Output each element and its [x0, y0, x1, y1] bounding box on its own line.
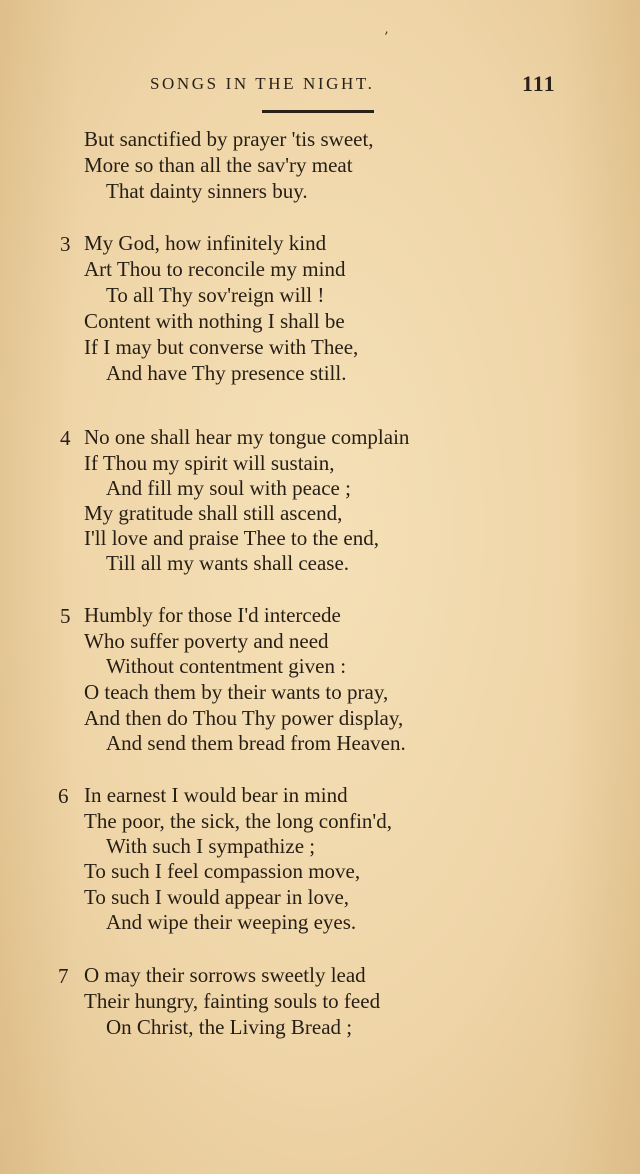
verse-line: To such I feel compassion move,	[84, 859, 361, 883]
verse-line: To such I would appear in love,	[84, 885, 350, 909]
verse-line: If I may but converse with Thee,	[84, 335, 359, 359]
verse-line: The poor, the sick, the long confin'd,	[84, 809, 392, 833]
stanza-number: 7	[58, 964, 69, 988]
verse-line: If Thou my spirit will sustain,	[84, 451, 335, 475]
page-number: 111	[522, 71, 556, 96]
verse-line: Who suffer poverty and need	[84, 629, 329, 653]
verse-line: On Christ, the Living Bread ;	[106, 1015, 353, 1039]
verse-line: Their hungry, fainting souls to feed	[84, 989, 381, 1013]
verse-line: Till all my wants shall cease.	[106, 551, 350, 575]
verse-line: And have Thy presence still.	[106, 361, 347, 385]
verse-line: My gratitude shall still ascend,	[84, 501, 343, 525]
stanza-number: 4	[60, 426, 71, 450]
verse-line: And send them bread from Heaven.	[106, 731, 406, 755]
running-head	[0, 70, 640, 100]
verse-line: O teach them by their wants to pray,	[84, 680, 389, 704]
verse-line: Humbly for those I'd intercede	[84, 603, 341, 627]
verse-line: With such I sympathize ;	[106, 834, 316, 858]
ink-speck: ’	[384, 30, 389, 46]
head-rule	[262, 110, 374, 113]
verse-line: And then do Thou Thy power display,	[84, 706, 404, 730]
running-title: SONGS IN THE NIGHT.	[150, 74, 375, 93]
verse-line: But sanctified by prayer 'tis sweet,	[84, 127, 374, 151]
verse-line: Without contentment given :	[106, 654, 347, 678]
verse-line: That dainty sinners buy.	[106, 179, 308, 203]
verse-line: Art Thou to reconcile my mind	[84, 257, 346, 281]
stanza-number: 6	[58, 784, 69, 808]
verse-line: And fill my soul with peace ;	[106, 476, 351, 500]
verse-line: In earnest I would bear in mind	[84, 783, 348, 807]
verse-line: My God, how infinitely kind	[84, 231, 327, 255]
stanza-number: 5	[60, 604, 71, 628]
verse-line: To all Thy sov'reign will !	[106, 283, 325, 307]
verse-line: No one shall hear my tongue complain	[84, 425, 410, 449]
verse-line: And wipe their weeping eyes.	[106, 910, 357, 934]
verse-line: O may their sorrows sweetly lead	[84, 963, 366, 987]
verse-line: More so than all the sav'ry meat	[84, 153, 353, 177]
verse-line: I'll love and praise Thee to the end,	[84, 526, 379, 550]
stanza-number: 3	[60, 232, 71, 256]
verse-line: Content with nothing I shall be	[84, 309, 345, 333]
